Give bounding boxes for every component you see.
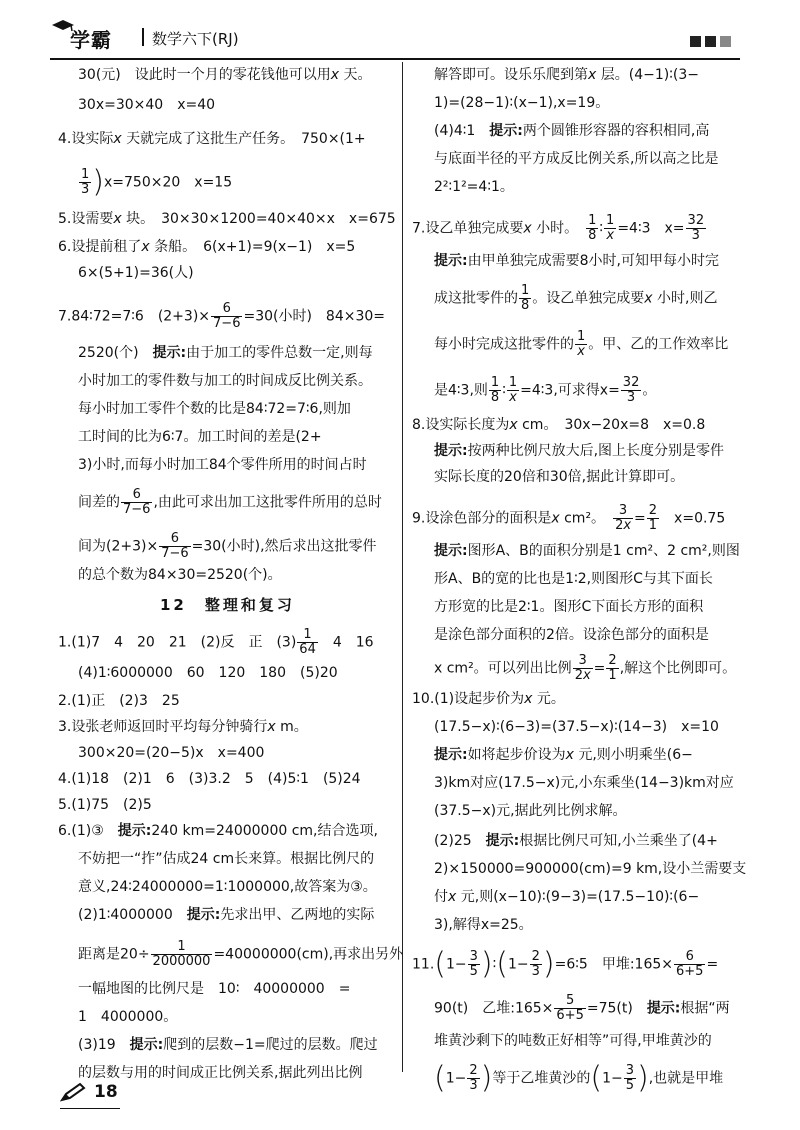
text: (17.5−x)∶(6−3)=(37.5−x)∶(14−3) x=10 — [434, 719, 719, 735]
text: 6×(5+1)=36(人) — [78, 265, 194, 281]
text: 实际长度的20倍和30倍,据此计算即可。 — [434, 469, 685, 485]
answer-7-hint — [78, 342, 373, 364]
text: 3),解得x=25。 — [434, 917, 533, 933]
answer-7: 7.设乙单独完成要x 小时。 $\frac{1}{8}$ ∶ $\frac{1}{x}$ =4∶3 x= $\frac{32}{3}$ — [412, 213, 705, 243]
fraction: $\frac{1}{x}$ — [606, 213, 615, 243]
text: 2²∶1²=4∶1。 — [434, 179, 514, 195]
hint-line — [434, 176, 514, 198]
brand-logo: 学霸 — [70, 28, 112, 52]
fraction: $\frac{3}{2x}$ — [615, 503, 632, 533]
fraction: $\frac{1}{8}$ — [588, 213, 597, 243]
text: 图形A、B的面积分别是1 cm²、2 cm²,则图 — [467, 543, 740, 559]
fraction: $\frac{5}{6+5}$ — [556, 993, 584, 1023]
text: 4.(1)18 (2)1 6 (3)3.2 5 (4)5∶1 (5)24 — [58, 771, 361, 787]
text: 4.设实际 — [58, 131, 114, 147]
text: =30(小时) 84×30= — [243, 308, 386, 325]
page-header — [50, 18, 740, 60]
fraction: $\frac{2}{3}$ — [531, 949, 540, 979]
fraction: $\frac{1}{x}$ — [577, 329, 586, 359]
text: 由于加工的零件总数一定,则每 — [186, 345, 373, 361]
text: 。设乙单独完成要 — [532, 290, 645, 307]
text: 元。 — [532, 691, 565, 707]
hint-line — [434, 92, 609, 114]
text: =30(小时),然后求出这批零件 — [191, 538, 377, 555]
text: 3.设张老师返回时平均每分钟骑行 — [58, 719, 268, 735]
hint-line — [78, 398, 351, 420]
fraction: $\frac{1}{64}$ — [299, 627, 316, 657]
text: (2)1∶4000000 — [78, 907, 187, 923]
answer-6-cont — [78, 262, 194, 284]
hint-line — [78, 1006, 177, 1028]
text: 先求出甲、乙两地的实际 — [220, 907, 375, 923]
hint-line — [434, 148, 718, 170]
text: (4)4∶1 — [434, 123, 490, 139]
fraction: $\frac{32}{3}$ — [687, 213, 705, 243]
text: m。 — [275, 719, 308, 735]
answer-line — [434, 830, 718, 852]
text: =75(t) — [586, 1000, 647, 1017]
hint-line: x cm²。可以列出比例 $\frac{3}{2x}$ = $\frac{2}{1}$ ,解这个比例即可。 — [434, 653, 737, 683]
hint-line: 提示:如将起步价设为x 元,则小明乘坐(6− — [434, 747, 693, 763]
text: 1)=(28−1)∶(x−1),x=19。 — [434, 95, 610, 111]
text: 8.设实际长度为 — [412, 417, 510, 433]
text: 每小时加工零件个数的比是84∶72=7∶6,则加 — [78, 401, 351, 417]
text: 按两种比例尺放大后,图上长度分别是零件 — [467, 443, 725, 459]
fraction: $\frac{1}{8}$ — [490, 375, 500, 405]
header-square-2 — [705, 36, 716, 47]
hint-line: (1− $\frac{2}{3}$ )等于乙堆黄沙的(1− $\frac{3}{5}$ ),也就是甲堆 — [434, 1060, 724, 1096]
book-subtitle: 数学六下(RJ) — [152, 30, 239, 48]
fraction: $\frac{2}{3}$ — [469, 1063, 478, 1093]
footer-rule — [60, 1108, 120, 1109]
text: 每小时完成这批零件的 — [434, 336, 574, 353]
hint-line — [434, 914, 533, 936]
hint-line — [434, 994, 730, 1023]
text: (37.5−x)元,据此列比例求解。 — [434, 803, 627, 819]
text: 2)×150000=900000(cm)=9 km,设小兰需要支 — [434, 861, 747, 877]
text: x=0.75 — [660, 510, 726, 527]
hint-line — [434, 772, 734, 794]
text: ,也就是甲堆 — [648, 1070, 724, 1087]
fraction: $\frac{6}{7-6}$ — [161, 531, 189, 561]
fraction: $\frac{3}{5}$ — [469, 949, 478, 979]
fraction: $\frac{1}{2000000}$ — [152, 939, 211, 969]
text: 6.设提前租了 — [58, 239, 142, 255]
review-1 — [58, 628, 374, 657]
hint-line — [78, 876, 377, 898]
text: 成这批零件的 — [434, 290, 518, 307]
text: 30x=30×40 x=40 — [78, 97, 216, 113]
answer-line — [434, 716, 719, 738]
text: =4∶3 x= — [617, 220, 685, 237]
hint-line — [434, 466, 684, 488]
text: 7.设乙单独完成要 — [412, 220, 524, 237]
hint-line — [434, 440, 724, 462]
text: 小时。 — [531, 220, 572, 237]
header-square-1 — [690, 36, 701, 47]
text: 付 — [434, 889, 448, 905]
text: (3)19 — [78, 1037, 130, 1053]
hint-label: 提示: — [434, 253, 468, 269]
hint-line: 付x 元,则(x−10)∶(9−3)=(17.5−10)∶(6− — [434, 889, 700, 905]
answer-11: 11.(1− $\frac{3}{5}$ )∶(1− $\frac{2}{3}$ )=6∶5 甲堆:165× $\frac{6}{6+5}$ = — [412, 946, 719, 982]
text: 10.(1)设起步价为 — [412, 691, 525, 707]
fraction: $\frac{6}{7-6}$ — [123, 487, 151, 517]
text: 天。 — [339, 67, 372, 83]
text: x=750×20 x=15 — [104, 174, 233, 191]
text: 形A、B的宽的比也是1∶2,则图形C与其下面长 — [434, 571, 713, 587]
page-number: 18 — [94, 1082, 118, 1102]
review-4 — [58, 768, 361, 790]
text: x= — [599, 382, 620, 399]
text: 。甲、乙的工作效率比 — [588, 336, 729, 353]
text: 等于乙堆黄沙的 — [492, 1070, 591, 1087]
text: 天就完成了这批生产任务。 750×(1+ — [121, 131, 366, 147]
text: 4 16 — [318, 634, 374, 651]
fraction: $\frac{3}{5}$ — [625, 1063, 634, 1093]
hint-line — [78, 978, 350, 1000]
text: x cm²。可以列出比例 — [434, 660, 572, 677]
answer-8: 8.设实际长度为x cm。 30x−20x=8 x=0.8 — [412, 417, 706, 433]
text: 方形宽的比是2∶1。图形C下面长方形的面积 — [434, 599, 704, 615]
text: 2.(1)正 (2)3 25 — [58, 693, 180, 709]
text: 5.设需要 — [58, 211, 114, 227]
text: 距离是20÷ — [78, 946, 150, 963]
answer-line: 30(元) 设此时一个月的零花钱他可以用x 天。 — [78, 67, 372, 83]
text: 9.设涂色部分的面积是 — [412, 510, 552, 527]
hint-line — [78, 848, 374, 870]
text: 30(元) 设此时一个月的零花钱他可以用 — [78, 67, 331, 83]
text: 间差的 — [78, 494, 120, 511]
text: 工时间的比为6∶7。加工时间的差是(2+ — [78, 429, 322, 445]
text: 如将起步价设为 — [467, 747, 566, 763]
hint-line: 是4∶3,则 $\frac{1}{8}$ ∶ $\frac{1}{x}$ =4∶3,可求得x= $\frac{32}{3}$ 。 — [434, 375, 657, 405]
answer-line — [434, 120, 709, 142]
hint-line — [434, 1030, 712, 1052]
text: ,由此可求出加工这批零件所用的总时 — [153, 494, 382, 511]
hint-line — [78, 940, 403, 969]
hint-line — [434, 858, 746, 880]
text: 7.84∶72=7∶6 (2+3)× — [58, 308, 211, 325]
text: 300×20=(20−5)x x=400 — [78, 745, 265, 761]
hint-label: 提示: — [646, 1000, 681, 1017]
review-1-cont — [78, 662, 338, 684]
text: 间为(2+3)× — [78, 538, 159, 555]
review-2 — [58, 690, 180, 712]
hint-line — [78, 1062, 362, 1084]
hint-label: 提示: — [485, 833, 520, 849]
text: 2520(个) — [78, 345, 153, 361]
text: cm。 30x−20x=8 x=0.8 — [517, 417, 706, 433]
hint-line — [78, 454, 367, 476]
fraction: $\frac{1}{x}$ — [508, 375, 518, 405]
text: 11. — [412, 956, 435, 973]
hint-label: 提示: — [129, 1037, 164, 1053]
hint-line — [78, 1034, 378, 1056]
header-separator — [142, 28, 144, 46]
text: 不妨把一“拃”估成24 cm长来算。根据比例尺的 — [78, 851, 375, 867]
text: 两个圆锥形容器的容积相同,高 — [522, 123, 710, 139]
text: 6.(1)③ — [58, 823, 118, 839]
fraction: $\frac{32}{3}$ — [622, 375, 640, 405]
text: 3)小时,而每小时加工84个零件所用的时间占时 — [78, 457, 367, 473]
text: 的层数与用的时间成正比例关系,据此列出比例 — [78, 1065, 363, 1081]
hint-line — [78, 564, 282, 586]
text: 元,则小明乘坐(6− — [573, 747, 693, 763]
text: 条船。 6(x+1)=9(x−1) x=5 — [149, 239, 356, 255]
answer-6: 6.设提前租了x 条船。 6(x+1)=9(x−1) x=5 — [58, 239, 356, 255]
fraction: $\frac{6}{6+5}$ — [676, 949, 704, 979]
fraction: $\frac{1}{8}$ — [521, 283, 530, 313]
fraction: $\frac{2}{1}$ — [648, 503, 658, 533]
text: 小时,则乙 — [652, 290, 718, 307]
text: (4)1∶6000000 60 120 180 (5)20 — [78, 665, 338, 681]
hint-label: 提示: — [434, 747, 468, 763]
hint-label: 提示: — [117, 823, 152, 839]
text: 3)km对应(17.5−x)元,小东乘坐(14−3)km对应 — [434, 775, 734, 791]
text: 爬到的层数−1=爬过的层数。爬过 — [163, 1037, 378, 1053]
hint-label: 提示: — [152, 345, 187, 361]
text: 90(t) 乙堆:165× — [434, 1000, 554, 1017]
text: 是4∶3,则 — [434, 382, 488, 399]
text: 根据比例尺可知,小兰乘坐了(4+ — [519, 833, 718, 849]
hint-line — [78, 426, 322, 448]
text: 层。(4−1)∶(3− — [596, 67, 699, 83]
text: 1.(1)7 4 20 21 (2)反 正 (3) — [58, 634, 297, 651]
hint-line — [78, 370, 372, 392]
answer-4: 4.设实际x 天就完成了这批生产任务。 750×(1+ — [58, 131, 366, 147]
hint-line — [434, 596, 703, 618]
text: 块。 30×30×1200=40×40×x x=675 — [121, 211, 396, 227]
text: 根据“两 — [680, 1000, 730, 1017]
text: (2)25 — [434, 833, 486, 849]
hint-line — [434, 624, 709, 646]
hint-line — [434, 540, 740, 562]
hint-line — [434, 250, 719, 272]
text: 解答即可。设乐乐爬到第 — [434, 67, 588, 83]
text: 一幅地图的比例尺是 10∶ 40000000 = — [78, 981, 351, 997]
text: 由甲单独完成需要8小时,可知甲每小时完 — [467, 253, 719, 269]
text: 1 4000000。 — [78, 1009, 178, 1025]
hint-line — [434, 330, 728, 359]
hint-line — [78, 904, 374, 926]
text: 的总个数为84×30=2520(个)。 — [78, 567, 282, 583]
text: 堆黄沙剩下的吨数正好相等”可得,甲堆黄沙的 — [434, 1033, 712, 1049]
hint-line — [434, 800, 627, 822]
text: cm²。 — [559, 510, 599, 527]
review-5 — [58, 794, 152, 816]
pencil-icon — [60, 1082, 86, 1102]
text: ,解这个比例即可。 — [619, 660, 737, 677]
fraction: $\frac{2}{1}$ — [608, 653, 617, 683]
text: 5.(1)75 (2)5 — [58, 797, 152, 813]
text: =40000000(cm),再求出另外 — [213, 946, 404, 963]
hint-line: 成这批零件的 $\frac{1}{8}$ 。设乙单独完成要x 小时,则乙 — [434, 283, 718, 313]
answer-7 — [58, 302, 385, 331]
text: 意义,24∶24000000=1∶1000000,故答案为③。 — [78, 879, 377, 895]
column-divider — [402, 62, 403, 1072]
hint-line: 解答即可。设乐乐爬到第x 层。(4−1)∶(3− — [434, 67, 699, 83]
text: 小时加工的零件数与加工的时间成反比例关系。 — [78, 373, 372, 389]
answer-line — [78, 94, 215, 116]
hint-line — [78, 488, 382, 517]
answer-4-cont: $\frac{1}{3}$ )x=750×20 x=15 — [81, 164, 233, 200]
review-3-cont — [78, 742, 264, 764]
answer-10: 10.(1)设起步价为x 元。 — [412, 691, 565, 707]
fraction: $\frac{6}{7-6}$ — [213, 301, 241, 331]
answer-5: 5.设需要x 块。 30×30×1200=40×40×x x=675 — [58, 211, 396, 227]
fraction: $\frac{3}{2x}$ — [574, 653, 591, 683]
hint-label: 提示: — [434, 543, 468, 559]
text: 240 km=24000000 cm,结合选项, — [151, 823, 378, 839]
text: =6∶5 甲堆:165× — [554, 956, 673, 973]
text: 与底面半径的平方成反比例关系,所以高之比是 — [434, 151, 719, 167]
hint-line — [78, 532, 377, 561]
hint-line — [434, 568, 713, 590]
text: 是涂色部分面积的2倍。设涂色部分的面积是 — [434, 627, 709, 643]
review-3: 3.设张老师返回时平均每分钟骑行x m。 — [58, 719, 308, 735]
section-title: 12 整理和复习 — [160, 596, 295, 614]
text: =4∶3,可求得 — [520, 382, 600, 399]
header-square-3 — [720, 36, 731, 47]
text: 元,则(x−10)∶(9−3)=(17.5−10)∶(6− — [456, 889, 700, 905]
hint-label: 提示: — [489, 123, 523, 139]
fraction: $\frac{1}{3}$ — [81, 167, 90, 197]
hint-label: 提示: — [434, 443, 468, 459]
answer-9: 9.设涂色部分的面积是x cm²。 $\frac{3}{2x}$ = $\frac{2}{1}$ x=0.75 — [412, 503, 726, 533]
hint-label: 提示: — [186, 907, 221, 923]
review-6 — [58, 820, 378, 842]
